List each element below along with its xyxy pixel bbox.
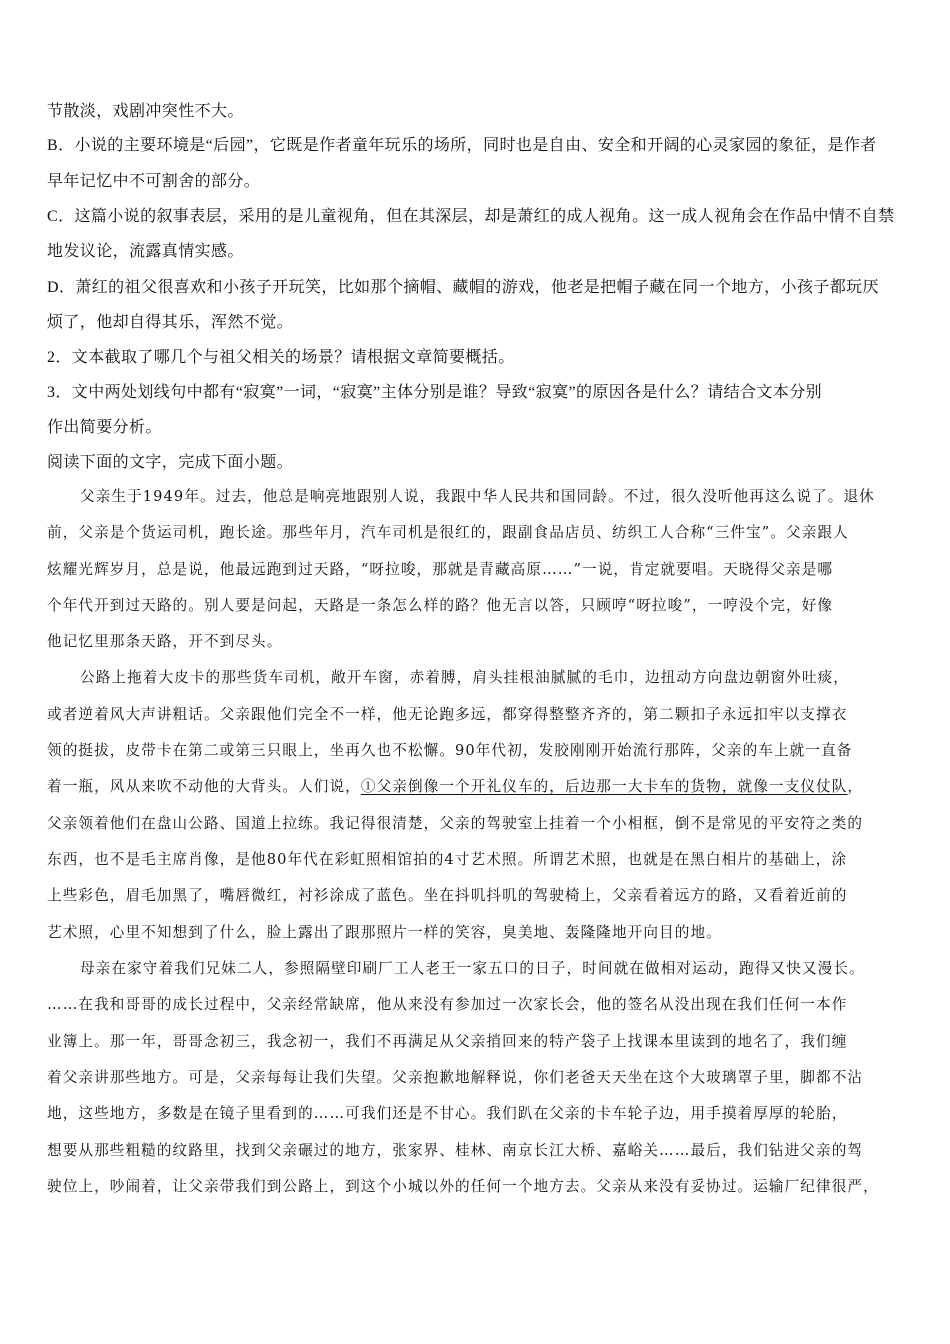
passage-p3-line-4: 着父亲讲那些地方。可是，父亲每每让我们失望。父亲抱歉地解释说，你们老爸天天坐在这个大玻璃罩子里，脚都不沾: [47, 1069, 864, 1086]
passage-p3-line-5: 地，这些地方，多数是在镜子里看到的……可我们还是不甘心。我们趴在父亲的卡车轮子边，用手摸着厚厚的轮胎，: [47, 1105, 848, 1122]
passage-p2-line-4: [47, 775, 905, 799]
reading-instruction: 阅读下面的文字，完成下面小题。: [47, 454, 294, 471]
passage-p1-line-1: 父亲生于1949年。过去，他总是响亮地跟别人说，我跟中华人民共和国同龄。不过，很久没听他再这么说了。退休: [80, 488, 875, 505]
option-c-line-2: 地发议论，流露真情实感。: [47, 243, 244, 260]
passage-p2-line-4-tail: ，: [847, 778, 864, 795]
option-d-line-1: D．萧红的祖父很喜欢和小孩子开玩笑，比如那个摘帽、藏帽的游戏，他老是把帽子藏在同一个地方，小孩子都玩厌: [47, 279, 879, 296]
passage-p1-line-5: 他记忆里那条天路，开不到尽头。: [47, 633, 283, 650]
passage-p2-line-6: 东西，也不是毛主席肖像，是他80年代在彩虹照相馆拍的4寸艺术照。所谓艺术照，也就是在黑白相片的基础上，涂: [47, 851, 848, 868]
passage-p3-line-2: ……在我和哥哥的成长过程中，父亲经常缺席，他从来没有参加过一次家长会，他的签名从没出现在我们任何一本作: [47, 996, 848, 1013]
underlined-sentence-1: ①父亲倒像一个开礼仪车的，后边那一大卡车的货物，就像一支仪仗队: [360, 778, 848, 795]
question-3-line-2: 作出简要分析。: [47, 419, 162, 436]
passage-p2-line-8: 艺术照，心里不知想到了什么，脸上露出了跟那照片一样的笑容，臭美地、轰隆隆地开向目的地。: [47, 924, 722, 941]
passage-p2-line-1: 公路上拖着大皮卡的那些货车司机，敞开车窗，赤着膊，肩头挂根油腻腻的毛巾，边扭动方向盘边朝窗外吐痰，: [80, 669, 849, 686]
option-b-line-1: B．小说的主要环境是“后园”，它既是作者童年玩乐的场所，同时也是自由、安全和开阔的心灵家园的象征，是作者: [47, 137, 877, 154]
passage-p2-line-4-lead: 着一瓶，风从来吹不动他的大背头。人们说，: [47, 778, 361, 795]
option-b-line-2: 早年记忆中不可割舍的部分。: [47, 173, 261, 190]
passage-p3-line-6: 想要从那些粗糙的纹路里，找到父亲碾过的地方，张家界、桂林、南京长江大桥、嘉峪关……最后，我们钻进父亲的驾: [47, 1142, 864, 1159]
passage-p2-line-5: 父亲领着他们在盘山公路、国道上拉练。我记得很清楚，父亲的驾驶室上挂着一个小相框，倒不是常见的平安符之类的: [47, 815, 864, 832]
passage-p2-line-3: 领的挺拔，皮带卡在第二或第三只眼上，坐再久也不松懈。90年代初，发胶刚刚开始流行那阵，父亲的车上就一直备: [47, 742, 853, 759]
option-c-line-1: C．这篇小说的叙事表层，采用的是儿童视角，但在其深层，却是萧红的成人视角。这一成人视角会在作品中情不自禁: [47, 208, 895, 225]
option-d-line-2: 烦了，他却自得其乐，浑然不觉。: [47, 314, 294, 331]
question-2: 2．文本截取了哪几个与祖父相关的场景？请根据文章简要概括。: [47, 349, 515, 366]
passage-p3-line-3: 业簿上。那一年，哥哥念初三，我念初一，我们不再满足从父亲捎回来的特产袋子上找课本里读到的地名了，我们缠: [47, 1033, 848, 1050]
passage-p2-line-7: 上些彩色，眉毛加黑了，嘴唇微红，衬衫涂成了蓝色。坐在抖叽抖叽的驾驶椅上，父亲看着远方的路，又看着近前的: [47, 887, 848, 904]
option-a-continuation: 节散淡，戏剧冲突性不大。: [47, 103, 244, 120]
passage-p1-line-4: 个年代开到过天路的。别人要是问起，天路是一条怎么样的路？他无言以答，只顾哼“呀拉唆”，一哼没个完，好像: [47, 597, 834, 614]
passage-p1-line-3: 炫耀光辉岁月，总是说，他最远跑到过天路，“呀拉唆，那就是青藏高原……”一说，肯定就要唱。天晓得父亲是哪: [47, 561, 834, 578]
passage-p2-line-2: 或者逆着风大声讲粗话。父亲跟他们完全不一样，他无论跑多远，都穿得整整齐齐的，第二颗扣子永远扣牢以支撑衣: [47, 706, 848, 723]
question-3-line-1: 3．文中两处划线句中都有“寂寞”一词，“寂寞”主体分别是谁？导致“寂寞”的原因各是什么？请结合文本分别: [47, 384, 823, 401]
passage-p1-line-2: 前，父亲是个货运司机，跑长途。那些年月，汽车司机是很红的，跟副食品店员、纺织工人合称“三件宝”。父亲跟人: [47, 524, 849, 541]
passage-p3-line-1: 母亲在家守着我们兄妹二人，参照隔壁印刷厂工人老王一家五口的日子，时间就在做相对运动，跑得又快又漫长。: [80, 960, 865, 977]
passage-p3-line-7: 驶位上，吵闹着，让父亲带我们到公路上，到这个小城以外的任何一个地方去。父亲从来没有妥协过。运输厂纪律很严，: [47, 1178, 879, 1195]
